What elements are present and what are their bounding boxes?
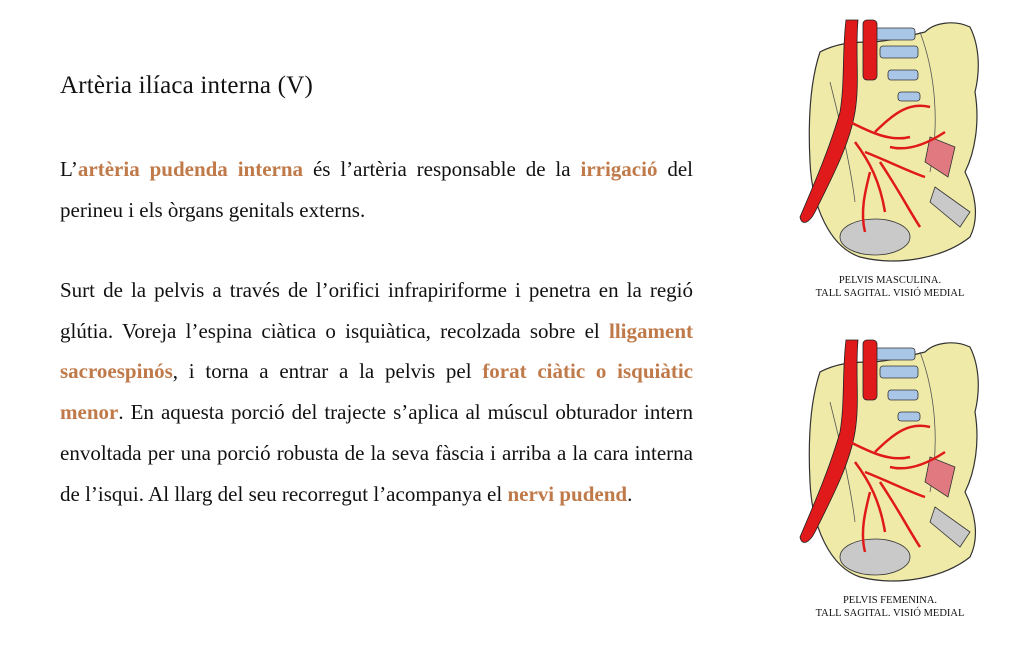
female-pelvis-illustration [780, 332, 1000, 590]
figure-male-pelvis [780, 12, 1000, 300]
text-segment: . En aquesta porció del trajecte s’aplica al múscul obturador intern envoltada per una porció robusta de la seva fàscia i arriba a la cara interna de l’isqui. Al llarg del seu recorregut l’acompanya el [60, 400, 693, 506]
text-segment: Surt de la pelvis a través de l’orifici infrapiriforme i penetra en la regió glútia. Voreja l’espina ciàtica o isquiàtica, recolzada sobre el [60, 278, 693, 343]
figure-female-pelvis [780, 332, 1000, 620]
highlight-forat-ciatic: forat ciàtic o isquiàtic menor [60, 359, 694, 425]
text-segment: del perineu i els òrgans genitals externs. [60, 157, 694, 222]
text-segment: , i torna a entrar a la pelvis pel [172, 359, 483, 384]
page-title: Artèria ilíaca interna (V) [60, 72, 313, 99]
highlight-arteria-pudenda: artèria pudenda interna [77, 157, 304, 181]
highlight-nervi-pudend: nervi pudend [507, 481, 628, 506]
text-segment: L’ [60, 157, 78, 181]
male-pelvis-illustration [780, 12, 1000, 270]
figure-caption: PELVIS FEMENINA. TALL SAGITAL. VISIÓ MEDIAL [815, 595, 965, 619]
figure-caption: PELVIS MASCULINA. TALL SAGITAL. VISIÓ MEDIAL [815, 275, 965, 299]
paragraph-1 [60, 149, 693, 230]
highlight-irrigacio: irrigació [580, 157, 658, 181]
paragraph-2 [60, 270, 693, 514]
highlight-lligament: lligament sacroespinós [60, 318, 693, 384]
text-segment: . [627, 481, 633, 506]
text-segment: és l’artèria responsable de la [303, 157, 581, 181]
